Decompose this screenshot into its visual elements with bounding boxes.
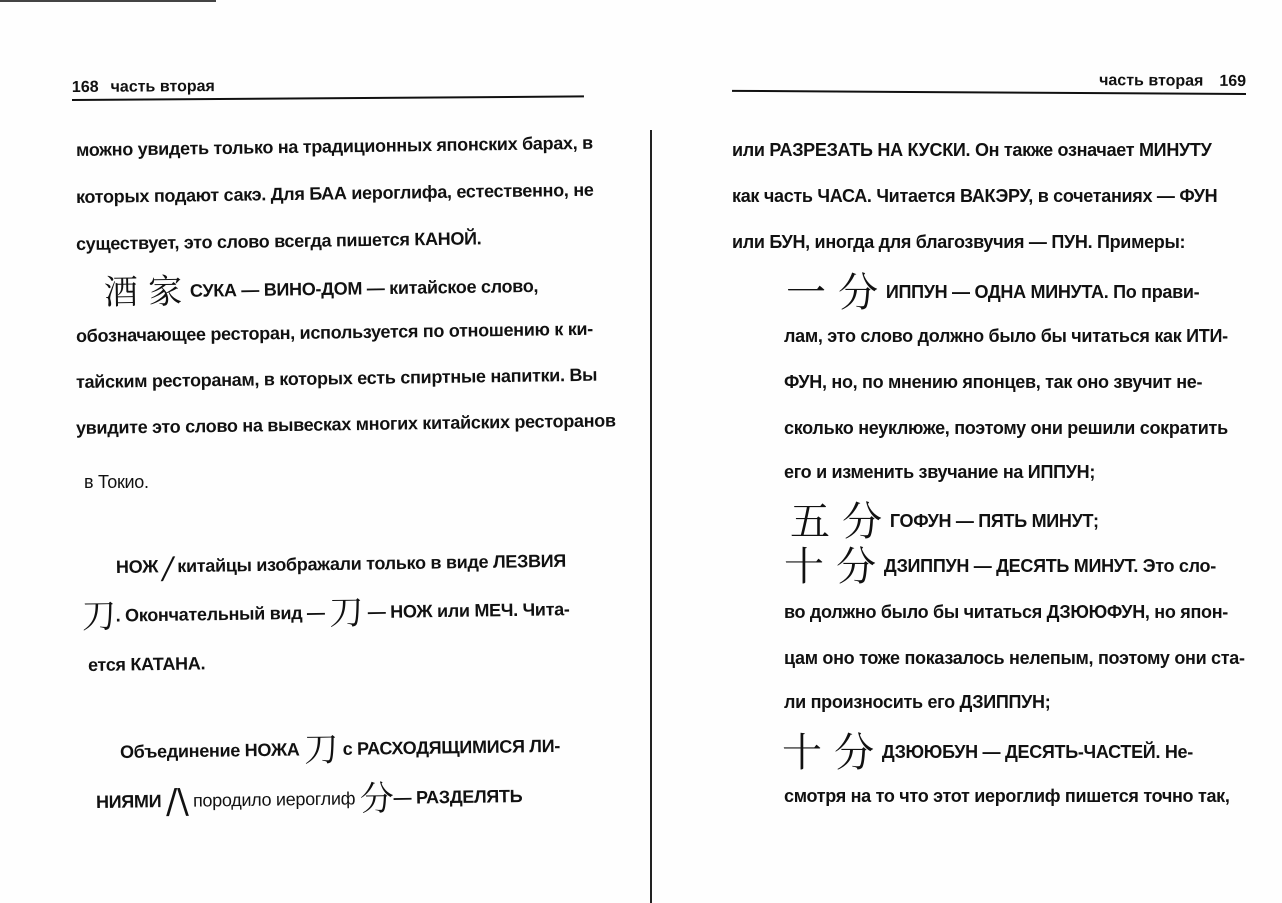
text-span: ДЗИППУН — ДЕСЯТЬ МИНУТ. Это сло-	[883, 556, 1216, 576]
running-head-title: часть вторая	[110, 78, 215, 96]
text-span: с РАСХОДЯЩИМИСЯ ЛИ-	[342, 735, 561, 759]
text-span: НОЖ	[115, 556, 159, 577]
kanji-sake-house: 酒 家	[103, 271, 183, 313]
text-line	[784, 544, 1216, 590]
kanji-ten-minutes: 十 分	[784, 544, 876, 590]
left-page	[0, 0, 640, 903]
page-number: 169	[1219, 72, 1247, 91]
text-span: Объединение НОЖА	[119, 739, 300, 762]
text-span: ГОФУН — ПЯТЬ МИНУТ;	[889, 511, 1099, 531]
text-span: — РАЗДЕЛЯТЬ	[393, 786, 523, 808]
text-line: существует, это слово всегда пишется КАНОЙ.	[75, 228, 482, 254]
text-span: СУКА — ВИНО-ДОМ — китайское слово,	[189, 275, 539, 301]
text-span: породило иероглиф	[192, 788, 356, 811]
text-line	[120, 730, 561, 770]
text-line	[103, 270, 539, 313]
text-line	[81, 593, 570, 637]
text-line	[786, 270, 1200, 316]
text-line: ФУН, но, по мнению японцев, так оно звучит не-	[784, 372, 1203, 392]
kanji-ten-parts: 十 分	[782, 730, 874, 776]
text-span: китайцы изображали только в виде ЛЕЗВИЯ	[177, 550, 567, 577]
kanji-knife: 刀	[303, 729, 339, 771]
text-line: или РАЗРЕЗАТЬ НА КУСКИ. Он также означает МИНУТУ	[732, 140, 1212, 160]
text-span: . Окончательный вид —	[115, 602, 325, 626]
text-line	[116, 546, 567, 587]
text-line: его и изменить звучание на ИППУН;	[784, 462, 1096, 482]
text-line: смотря на то что этот иероглиф пишется точно так,	[784, 786, 1230, 806]
kanji-one-minute: 一 分	[786, 270, 878, 316]
text-line: можно увидеть только на традиционных японских барах, в	[75, 132, 593, 160]
text-line: ли произносить его ДЗИППУН;	[784, 692, 1051, 712]
running-head-right	[732, 69, 1246, 95]
text-line: тайским ресторанам, в которых есть спиртные напитки. Вы	[75, 364, 598, 392]
text-line: лам, это слово должно было бы читаться как ИТИ-	[784, 326, 1228, 346]
page-number: 168	[71, 78, 99, 97]
text-line: или БУН, иногда для благозвучия — ПУН. Примеры:	[732, 232, 1186, 252]
text-line: увидите это слово на вывесках многих китайских ресторанов	[75, 410, 616, 438]
text-line: ется КАТАНА.	[87, 653, 206, 675]
text-line: обозначающее ресторан, используется по отношению к ки-	[75, 318, 594, 346]
kanji-divide: 分	[359, 778, 394, 820]
text-span: ИППУН — ОДНА МИНУТА. По прави-	[885, 282, 1200, 302]
text-line: сколько неуклюже, поэтому они решили сократить	[784, 418, 1228, 438]
text-span: ДЗЮЮБУН — ДЕСЯТЬ-ЧАСТЕЙ. Не-	[881, 742, 1193, 762]
text-line: цам оно тоже показалось нелепым, поэтому они ста-	[784, 648, 1245, 668]
text-span: НИЯМИ	[95, 791, 162, 812]
right-page	[652, 0, 1282, 903]
running-head-left	[72, 74, 584, 101]
kanji-diverging-lines: /\	[165, 781, 189, 823]
text-line: как часть ЧАСА. Читается ВАКЭРУ, в сочетаниях — ФУН	[732, 186, 1218, 206]
running-head-title: часть вторая	[1099, 72, 1204, 90]
text-line: в Токио.	[84, 472, 149, 492]
text-line	[95, 778, 523, 823]
text-line: которых подают сакэ. Для БАА иероглифа, естественно, не	[75, 179, 594, 207]
text-line	[782, 730, 1193, 776]
text-line: во должно было бы читаться ДЗЮЮФУН, но япон-	[784, 602, 1228, 622]
blade-glyph: ∕	[162, 551, 173, 587]
text-line	[790, 499, 1099, 545]
kanji-knife: 刀	[329, 593, 364, 634]
kanji-five-minutes: 五 分	[790, 499, 882, 545]
kanji-blade: 刀	[81, 596, 116, 637]
text-span: — НОЖ или МЕЧ. Чита-	[367, 599, 570, 623]
